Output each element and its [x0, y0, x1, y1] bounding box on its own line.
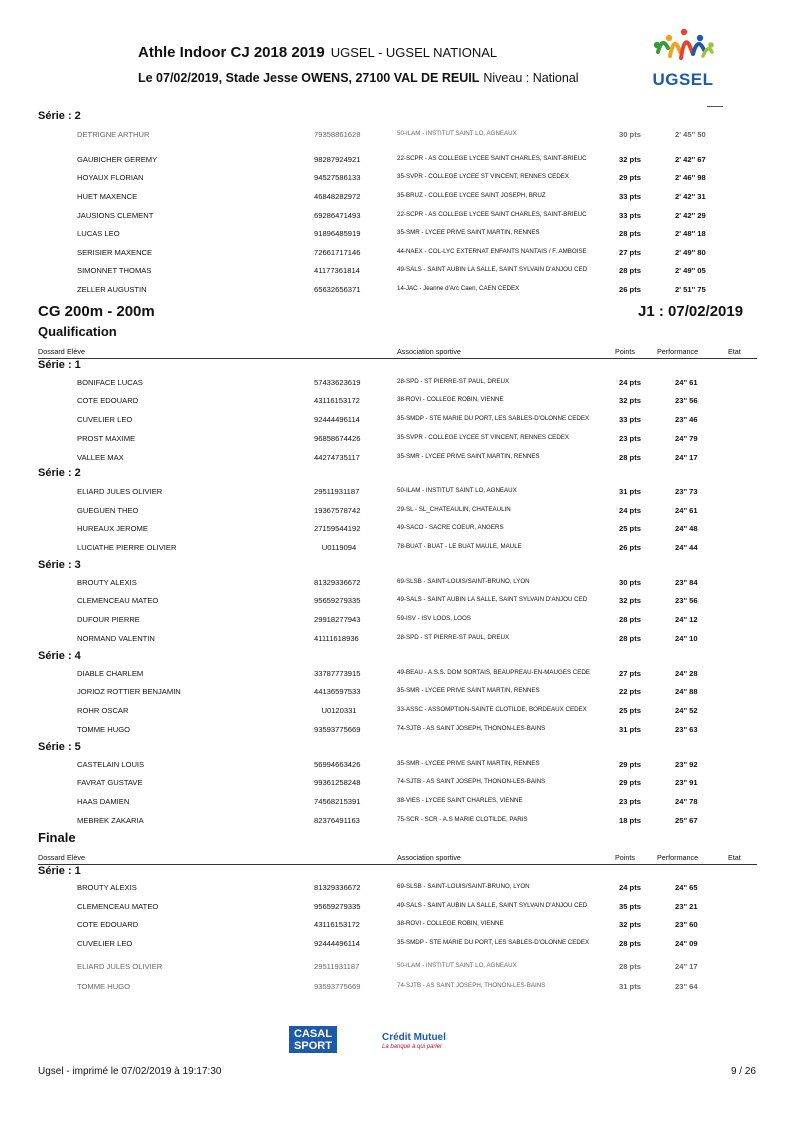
club-name: 69-SLSB - SAINT-LOUIS/SAINT-BRUNO, LYON	[397, 883, 530, 890]
athlete-name: ELIARD JULES OLIVIER	[77, 962, 163, 971]
dossard-number: U0120331	[321, 706, 357, 715]
performance: 2' 51'' 75	[675, 285, 706, 294]
col-performance: Performance	[657, 347, 699, 356]
points: 30 pts	[619, 130, 641, 139]
dossard-number: 57433623619	[314, 378, 361, 387]
performance: 24'' 61	[675, 506, 698, 515]
club-name: 14-JAC - Jeanne d'Arc Caen, CAEN CEDEX	[397, 285, 520, 292]
athlete-name: BONIFACE LUCAS	[77, 378, 143, 387]
dossard-number: 92444496114	[314, 939, 360, 948]
athlete-name: GUEGUEN THEO	[77, 506, 139, 515]
column-header	[38, 851, 757, 865]
athlete-name: PROST MAXIME	[77, 434, 136, 443]
performance: 23'' 91	[675, 778, 698, 787]
performance: 23'' 84	[675, 578, 698, 587]
points: 29 pts	[619, 173, 641, 182]
points: 31 pts	[619, 725, 641, 734]
club-name: 75-SCR - SCR - A.S MARIE CLOTILDE, PARIS	[397, 816, 528, 823]
performance: 23'' 73	[675, 487, 698, 496]
athlete-name: VALLEE MAX	[77, 453, 124, 462]
athlete-name: GAUBICHER GEREMY	[77, 155, 158, 164]
club-name: 49-SALS - SAINT AUBIN LA SALLE, SAINT SYLVAIN D'ANJOU CED	[397, 902, 588, 909]
col-eleve: Elève	[67, 853, 85, 862]
credit-mutuel-name: Crédit Mutuel	[382, 1032, 446, 1043]
performance: 2' 42'' 29	[675, 211, 706, 220]
result-row	[0, 756, 793, 774]
result-row	[0, 151, 793, 169]
col-dossard: Dossard	[38, 347, 65, 356]
points: 28 pts	[619, 266, 641, 275]
result-row	[0, 898, 793, 916]
club-name: 35-SVPR - COLLEGE LYCEE ST VINCENT, RENNES CEDEX	[397, 434, 570, 441]
points: 23 pts	[619, 434, 641, 443]
club-name: 35-SVPR - COLLEGE LYCEE ST VINCENT, RENNES CEDEX	[397, 173, 570, 180]
result-row	[0, 978, 793, 996]
club-name: 59-ISV - ISV LOOS, LOOS	[397, 615, 471, 622]
club-name: 22-SCPR - AS COLLEGE LYCEE SAINT CHARLES, SAINT-BRIEUC	[397, 211, 587, 218]
athlete-name: JAUSIONS CLEMENT	[77, 211, 154, 220]
points: 23 pts	[619, 797, 641, 806]
col-points: Points	[615, 347, 635, 356]
serie-label: Série : 2	[38, 110, 81, 122]
athlete-name: CLEMENCEAU MATEO	[77, 902, 159, 911]
col-dossard: Dossard	[38, 853, 65, 862]
col-etat: Etat	[728, 347, 741, 356]
points: 32 pts	[619, 396, 641, 405]
athlete-name: SIMONNET THOMAS	[77, 266, 152, 275]
points: 33 pts	[619, 415, 641, 424]
result-row	[0, 244, 793, 262]
club-name: 35-SMDP - STE MARIE DU PORT, LES SABLES-D'OLONNE CEDEX	[397, 939, 590, 946]
result-row	[0, 611, 793, 629]
points: 24 pts	[619, 378, 641, 387]
result-row	[0, 935, 793, 953]
points: 31 pts	[619, 982, 641, 991]
logo-text: UGSEL	[652, 70, 714, 89]
result-row	[0, 702, 793, 720]
points: 22 pts	[619, 687, 641, 696]
performance: 24'' 78	[675, 797, 698, 806]
performance: 2' 45'' 50	[675, 130, 706, 139]
club-name: 49-SACO - SACRE COEUR, ANGERS	[397, 524, 504, 531]
dossard-number: 29511931187	[314, 962, 360, 971]
result-row	[0, 665, 793, 683]
print-timestamp: Ugsel - imprimé le 07/02/2019 à 19:17:30	[38, 1066, 222, 1077]
dossard-number: 92444496114	[314, 415, 360, 424]
points: 30 pts	[619, 578, 641, 587]
page-number: 9 / 26	[730, 1066, 756, 1077]
club-name: 74-SJTB - AS SAINT JOSEPH, THONON-LES-BAINS	[397, 982, 546, 989]
dossard-number: 98287924921	[314, 155, 361, 164]
points: 25 pts	[619, 524, 641, 533]
performance: 2' 49'' 05	[675, 266, 706, 275]
dossard-number: 56994663426	[314, 760, 361, 769]
col-eleve: Elève	[67, 347, 85, 356]
result-row	[0, 879, 793, 897]
performance: 24'' 61	[675, 378, 698, 387]
athlete-name: HUREAUX JEROME	[77, 524, 148, 533]
dossard-number: 44136597533	[314, 687, 361, 696]
dossard-number: 43116153172	[314, 396, 360, 405]
result-row	[0, 958, 793, 976]
performance: 23'' 64	[675, 982, 698, 991]
result-row	[0, 169, 793, 187]
performance: 2' 48'' 18	[675, 229, 706, 238]
club-name: 49-SALS - SAINT AUBIN LA SALLE, SAINT SYLVAIN D'ANJOU CED	[397, 266, 588, 273]
result-row	[0, 630, 793, 648]
performance: 24'' 52	[675, 706, 698, 715]
ugsel-figures-icon	[648, 26, 718, 70]
performance: 23'' 92	[675, 760, 698, 769]
performance: 2' 42'' 67	[675, 155, 706, 164]
athlete-name: NORMAND VALENTIN	[77, 634, 155, 643]
dossard-number: 27159544192	[314, 524, 361, 533]
points: 33 pts	[619, 211, 641, 220]
points: 26 pts	[619, 285, 641, 294]
credit-mutuel-logo	[382, 1032, 462, 1052]
points: 29 pts	[619, 760, 641, 769]
dossard-number: 93593775669	[314, 725, 361, 734]
athlete-name: LUCIATHE PIERRE OLIVIER	[77, 543, 177, 552]
performance: 24'' 48	[675, 524, 698, 533]
level: Niveau : National	[483, 71, 579, 85]
dossard-number: 43116153172	[314, 920, 360, 929]
performance: 24'' 44	[675, 543, 698, 552]
competition-name: Athle Indoor CJ 2018 2019	[138, 44, 325, 61]
points: 26 pts	[619, 543, 641, 552]
points: 28 pts	[619, 615, 641, 624]
athlete-name: JORIOZ ROTTIER BENJAMIN	[77, 687, 181, 696]
dossard-number: 46848282972	[314, 192, 361, 201]
dossard-number: 94527586133	[314, 173, 361, 182]
points: 18 pts	[619, 816, 641, 825]
club-name: 69-SLSB - SAINT-LOUIS/SAINT-BRUNO, LYON	[397, 578, 530, 585]
dossard-number: 44274735117	[314, 453, 360, 462]
serie-label: Série : 1	[38, 359, 81, 371]
col-association: Association sportive	[397, 853, 461, 862]
performance: 25'' 67	[675, 816, 698, 825]
result-row	[0, 539, 793, 557]
club-name: 38-VIES - LYCEE SAINT CHARLES, VIENNE	[397, 797, 523, 804]
credit-mutuel-tagline: La banque à qui parler	[382, 1044, 443, 1050]
athlete-name: SERISIER MAXENCE	[77, 248, 153, 257]
club-name: 29-SL - SL_CHATEAULIN, CHATEAULIN	[397, 506, 511, 513]
dossard-number: 95659279335	[314, 596, 361, 605]
document-title	[138, 44, 497, 61]
performance: 24'' 65	[675, 883, 698, 892]
performance: 24'' 09	[675, 939, 698, 948]
dossard-number: 95659279335	[314, 902, 361, 911]
serie-label: Série : 4	[38, 650, 81, 662]
dossard-number: 72661717146	[314, 248, 361, 257]
performance: 24'' 10	[675, 634, 698, 643]
serie-label: Série : 5	[38, 741, 81, 753]
dossard-number: U0119094	[321, 543, 357, 552]
col-points: Points	[615, 853, 635, 862]
dossard-number: 69286471493	[314, 211, 361, 220]
performance: 23'' 60	[675, 920, 698, 929]
athlete-name: DIABLE CHARLEM	[77, 669, 144, 678]
dossard-number: 99361258248	[314, 778, 361, 787]
performance: 2' 46'' 98	[675, 173, 706, 182]
points: 32 pts	[619, 155, 641, 164]
club-name: 44-NAEX - COL-LYC EXTERNAT ENFANTS NANTAIS / F. AMBOISE	[397, 248, 587, 255]
club-name: 74-SJTB - AS SAINT JOSEPH, THONON-LES-BAINS	[397, 725, 546, 732]
athlete-name: HOYAUX FLORIAN	[77, 173, 144, 182]
result-row	[0, 207, 793, 225]
event-info	[138, 71, 579, 85]
result-row	[0, 374, 793, 392]
result-row	[0, 774, 793, 792]
dossard-number: 29511931187	[314, 487, 360, 496]
points: 31 pts	[619, 487, 641, 496]
performance: 24'' 12	[675, 615, 698, 624]
club-name: 38-ROVI - COLLEGE ROBIN, VIENNE	[397, 920, 504, 927]
points: 33 pts	[619, 192, 641, 201]
athlete-name: BROUTY ALEXIS	[77, 578, 137, 587]
result-row	[0, 411, 793, 429]
club-name: 35-SMR - LYCEE PRIVE SAINT MARTIN, RENNES	[397, 760, 540, 767]
result-row	[0, 392, 793, 410]
athlete-name: DUFOUR PIERRE	[77, 615, 140, 624]
points: 28 pts	[619, 634, 641, 643]
athlete-name: ROHR OSCAR	[77, 706, 129, 715]
performance: 23'' 46	[675, 415, 698, 424]
club-name: 74-SJTB - AS SAINT JOSEPH, THONON-LES-BAINS	[397, 778, 546, 785]
performance: 24'' 88	[675, 687, 698, 696]
athlete-name: DETRIGNE ARTHUR	[77, 130, 150, 139]
result-row	[0, 281, 793, 299]
result-row	[0, 793, 793, 811]
points: 32 pts	[619, 920, 641, 929]
performance: 24'' 17	[675, 453, 698, 462]
dossard-number: 41111618936	[314, 634, 359, 643]
athlete-name: BROUTY ALEXIS	[77, 883, 137, 892]
dossard-number: 91896485919	[314, 229, 361, 238]
athlete-name: ELIARD JULES OLIVIER	[77, 487, 163, 496]
athlete-name: ZELLER AUGUSTIN	[77, 285, 147, 294]
result-row	[0, 188, 793, 206]
athlete-name: HUET MAXENCE	[77, 192, 138, 201]
club-name: 28-SPD - ST PIERRE-ST PAUL, DREUX	[397, 378, 510, 385]
result-row	[0, 225, 793, 243]
club-name: 35-SMDP - STE MARIE DU PORT, LES SABLES-D'OLONNE CEDEX	[397, 415, 590, 422]
club-name: 35-BRUZ - COLLEGE LYCEE SAINT JOSEPH, BRUZ	[397, 192, 546, 199]
club-name: 35-SMR - LYCEE PRIVE SAINT MARTIN, RENNES	[397, 687, 540, 694]
club-name: 50-ILAM - INSTITUT SAINT LO, AGNEAUX	[397, 487, 517, 494]
club-name: 35-SMR - LYCEE PRIVE SAINT MARTIN, RENNES	[397, 229, 540, 236]
result-row	[0, 126, 793, 144]
date-venue: Le 07/02/2019, Stade Jesse OWENS, 27100 VAL DE REUIL	[138, 71, 480, 85]
result-row	[0, 449, 793, 467]
points: 29 pts	[619, 778, 641, 787]
result-row	[0, 520, 793, 538]
athlete-name: COTE EDOUARD	[77, 920, 139, 929]
points: 28 pts	[619, 962, 641, 971]
dossard-number: 81329336672	[314, 578, 361, 587]
points: 25 pts	[619, 706, 641, 715]
col-etat: Etat	[728, 853, 741, 862]
performance: 24'' 79	[675, 434, 698, 443]
athlete-name: LUCAS LEO	[77, 229, 120, 238]
col-association: Association sportive	[397, 347, 461, 356]
performance: 2' 49'' 80	[675, 248, 706, 257]
athlete-name: MEBREK ZAKARIA	[77, 816, 144, 825]
performance: 23'' 56	[675, 596, 698, 605]
result-row	[0, 430, 793, 448]
club-name: 50-ILAM - INSTITUT SAINT LO, AGNEAUX	[397, 130, 517, 137]
result-row	[0, 574, 793, 592]
performance: 23'' 63	[675, 725, 698, 734]
points: 27 pts	[619, 669, 641, 678]
dossard-number: 29918277943	[314, 615, 361, 624]
finale-heading: Finale	[38, 830, 76, 845]
dossard-number: 81329336672	[314, 883, 361, 892]
result-row	[0, 721, 793, 739]
dossard-number: 41177361814	[314, 266, 360, 275]
points: 28 pts	[619, 939, 641, 948]
serie-label: Série : 1	[38, 865, 81, 877]
performance: 23'' 21	[675, 902, 698, 911]
result-row	[0, 812, 793, 830]
result-row	[0, 483, 793, 501]
athlete-name: TOMME HUGO	[77, 982, 131, 991]
athlete-name: COTE EDOUARD	[77, 396, 139, 405]
serie-label: Série : 2	[38, 467, 81, 479]
club-name: 49-BEAU - A.S.S. DOM SORTAIS, BEAUPREAU-EN-MAUGES CEDE	[397, 669, 590, 676]
dossard-number: 96858674426	[314, 434, 361, 443]
result-row	[0, 592, 793, 610]
dossard-number: 93593775669	[314, 982, 361, 991]
performance: 24'' 28	[675, 669, 698, 678]
result-row	[0, 262, 793, 280]
club-name: 78-BUAT - BUAT - LE BUAT MAULE, MAULE	[397, 543, 522, 550]
result-row	[0, 502, 793, 520]
result-row	[0, 683, 793, 701]
dossard-number: 74568215391	[314, 797, 361, 806]
athlete-name: HAAS DAMIEN	[77, 797, 130, 806]
points: 28 pts	[619, 229, 641, 238]
event-title: CG 200m - 200m	[38, 303, 155, 320]
performance: 23'' 56	[675, 396, 698, 405]
points: 28 pts	[619, 453, 641, 462]
club-name: 50-ILAM - INSTITUT SAINT LO, AGNEAUX	[397, 962, 517, 969]
ugsel-logo	[648, 26, 718, 92]
club-name: 22-SCPR - AS COLLEGE LYCEE SAINT CHARLES, SAINT-BRIEUC	[397, 155, 587, 162]
performance: 2' 42'' 31	[675, 192, 706, 201]
club-name: 49-SALS - SAINT AUBIN LA SALLE, SAINT SYLVAIN D'ANJOU CED	[397, 596, 588, 603]
club-name: 33-ASSC - ASSOMPTION-SAINTE CLOTILDE, BORDEAUX CEDEX	[397, 706, 587, 713]
col-performance: Performance	[657, 853, 699, 862]
result-row	[0, 916, 793, 934]
athlete-name: CASTELAIN LOUIS	[77, 760, 145, 769]
serie-label: Série : 3	[38, 559, 81, 571]
performance: 24'' 17	[675, 962, 698, 971]
club-name: 35-SMR - LYCEE PRIVE SAINT MARTIN, RENNES	[397, 453, 540, 460]
dossard-number: 19367578742	[314, 506, 361, 515]
event-day: J1 : 07/02/2019	[638, 303, 744, 320]
column-header	[38, 345, 757, 359]
points: 24 pts	[619, 506, 641, 515]
club-name: 38-ROVI - COLLEGE ROBIN, VIENNE	[397, 396, 504, 403]
qualification-heading: Qualification	[38, 324, 117, 339]
athlete-name: CLEMENCEAU MATEO	[77, 596, 159, 605]
athlete-name: FAVRAT GUSTAVE	[77, 778, 143, 787]
dossard-number: 82376491163	[314, 816, 360, 825]
divider	[707, 106, 723, 107]
organizer: UGSEL - UGSEL NATIONAL	[330, 45, 498, 60]
points: 35 pts	[619, 902, 641, 911]
points: 24 pts	[619, 883, 641, 892]
club-name: 28-SPD - ST PIERRE-ST PAUL, DREUX	[397, 634, 510, 641]
dossard-number: 79358861628	[314, 130, 361, 139]
points: 27 pts	[619, 248, 641, 257]
athlete-name: TOMME HUGO	[77, 725, 131, 734]
athlete-name: CUVELIER LEO	[77, 415, 133, 424]
casal-sport-logo: CASAL SPORT	[289, 1026, 337, 1053]
athlete-name: CUVELIER LEO	[77, 939, 133, 948]
dossard-number: 65632656371	[314, 285, 361, 294]
points: 32 pts	[619, 596, 641, 605]
dossard-number: 33787773915	[314, 669, 361, 678]
